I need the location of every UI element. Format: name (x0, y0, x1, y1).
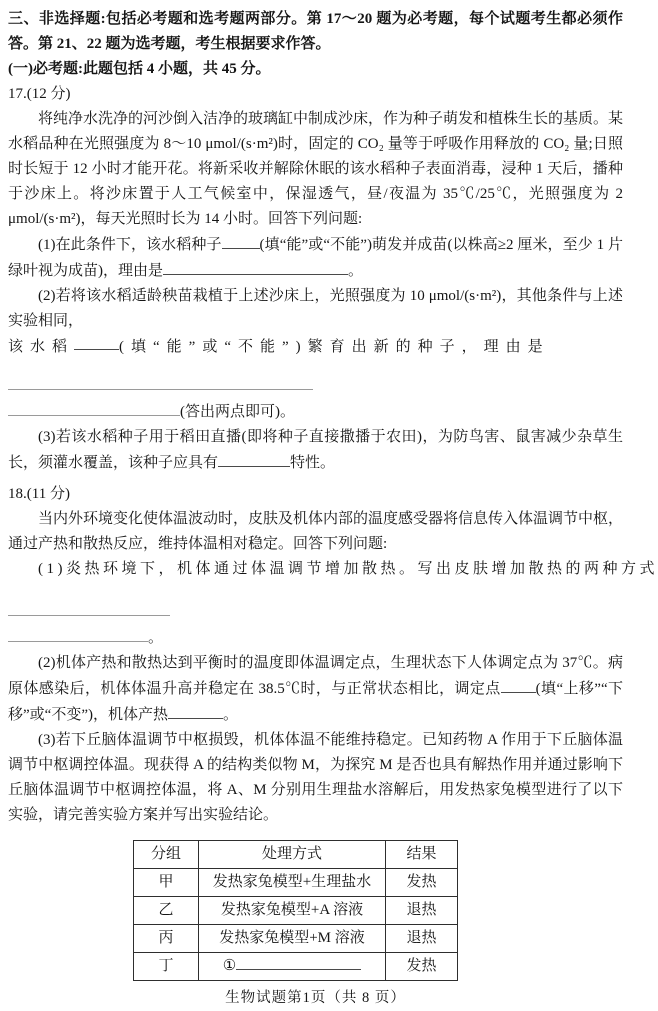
cell-treatment-blank (199, 952, 386, 980)
fill-blank (236, 953, 361, 970)
cell-group: 丁 (134, 952, 199, 980)
q17-item3-text-a: (3)若该水稻种子用于稻田直播(即将种子直接撒播于农田)，为防鸟害、鼠害减少杂草生长，须灌水覆盖，该种子应具有 (8, 428, 623, 471)
q17-item-3 (8, 425, 623, 476)
cell-group: 甲 (134, 868, 199, 896)
q18-item-2 (8, 651, 623, 728)
q18-answer-rule-1 (8, 600, 623, 626)
fill-blank (501, 676, 536, 693)
q18-item2-text-a: (2)机体产热和散热达到平衡时的温度即体温调定点，生理状态下人体调定点为 37℃。病原体感染后，机体体温升高并稳定在 38.5℃时，与正常状态相比，调定点 (8, 655, 623, 697)
fill-blank (222, 232, 260, 249)
q17-item-1 (8, 232, 623, 284)
q18-item2-text-b: (填“上移”“下移”或“不变”)，机体产热 (8, 680, 623, 723)
q17-item1-text-a: (1)在此条件下，该水稻种子 (38, 236, 222, 253)
cell-group: 丙 (134, 924, 199, 952)
fill-blank (74, 334, 119, 351)
q17-heading: 17.(12 分) (8, 86, 71, 102)
cell-result: 发热 (386, 952, 458, 980)
q18-heading: 18.(11 分) (8, 485, 70, 502)
section-title: 三、非选择题:包括必考题和选考题两部分。第 17～20 题为必考题，每个试题考生都必须作答。第 21、22 题为选考题，考生根据要求作答。 (8, 11, 623, 52)
page-footer: 生物试题第1页（共 8 页） (225, 989, 406, 1006)
q18-item-1 (8, 557, 658, 582)
table-row (134, 924, 458, 952)
fill-blank (163, 258, 348, 275)
table-header-result: 结果 (386, 840, 458, 868)
q17-answer-rule-1 (8, 373, 623, 399)
q18-item-3: (3)若下丘脑体温调节中枢损毁，机体体温不能维持稳定。已知药物 A 作用于下丘脑体温调节中枢调控体温。现获得 A 的结构类似物 M，为探究 M 是否也具有解热作用并通过影响下丘脑体温调节中枢调控体温，将 A、M 分别用生理盐水溶解后，用发热家兔模型进行了以下实验，请完善实验方案并写出实验结论。 (8, 731, 623, 823)
q17-item3-text-b: 特性。 (290, 454, 336, 471)
q17-item1-text-b: (填“能”或“不能”)萌发并成苗(以株高≥2 厘米，至少 1 片绿叶视为成苗)，理由是 (8, 236, 623, 279)
cell-result: 退热 (386, 924, 458, 952)
q18-item2-text-c: 。 (222, 706, 238, 723)
table-header-group: 分组 (134, 840, 199, 868)
q18-answer-rule-2 (8, 625, 623, 651)
cell-treatment: 发热家兔模型+M 溶液 (199, 924, 386, 952)
q17-item2-note: (答出两点即可)。 (180, 403, 295, 420)
cell-treatment: 发热家兔模型+生理盐水 (199, 868, 386, 896)
fill-blank (218, 450, 290, 467)
table-row (134, 868, 458, 896)
answer-line (8, 399, 180, 416)
part-title: (一)必考题:此题包括 4 小题，共 45 分。 (8, 61, 271, 77)
cell-treatment: 发热家兔模型+A 溶液 (199, 896, 386, 924)
cell-result: 退热 (386, 896, 458, 924)
answer-line (8, 600, 170, 617)
q17-item1-text-c: 。 (348, 262, 364, 279)
circled-one-label: ① (222, 957, 237, 974)
table-header-row (134, 840, 458, 868)
q17-item-2-line1: (2)若将该水稻适龄秧苗栽植于上述沙床上，光照强度为 10 μmol/(s·m²)，其他条件与上述实验相同， (8, 287, 623, 329)
q17-item2-text-a: 该水稻 (8, 338, 75, 355)
table-row (134, 952, 458, 980)
fill-blank (168, 702, 223, 719)
q18-intro: 当内外环境变化使体温波动时，皮肤及机体内部的温度感受器将信息传入体温调节中枢，通过产热和散热反应，维持体温相对稳定。回答下列问题: (8, 510, 624, 552)
q17-answer-rule-2 (8, 399, 623, 425)
table-row (134, 896, 458, 924)
cell-result: 发热 (386, 868, 458, 896)
experiment-table (133, 840, 458, 981)
q17-item2-text-b: (填“能”或“不能”)繁育出新的种子，理由是 (119, 338, 550, 355)
q18-item1-text: (1)炎热环境下，机体通过体温调节增加散热。写出皮肤增加散热的两种方式 (38, 560, 658, 577)
q17-item-2-line2 (8, 334, 623, 360)
answer-line (8, 625, 148, 642)
cell-group: 乙 (134, 896, 199, 924)
q17-intro: 将纯净水洗净的河沙倒入洁净的玻璃缸中制成沙床，作为种子萌发和植株生长的基质。某水稻品种在光照强度为 8～10 μmol/(s·m²)时，固定的 CO₂ 量等于呼吸作用释放的 CO₂ 量;日照时长短于 12 小时才能开花。将新采收并解除休眠的该水稻种子表面消毒，浸种 1 天后，播种于沙床上。将沙床置于人工气候室中，保湿透气，昼/夜温为 35℃/25℃，光照强度为 2 μmol/(s·m²)，每天光照时长为 14 小时。回答下列问题: (8, 111, 624, 227)
answer-line (8, 373, 313, 390)
q18-item1-period: 。 (148, 630, 164, 646)
table-header-treatment: 处理方式 (199, 840, 386, 868)
